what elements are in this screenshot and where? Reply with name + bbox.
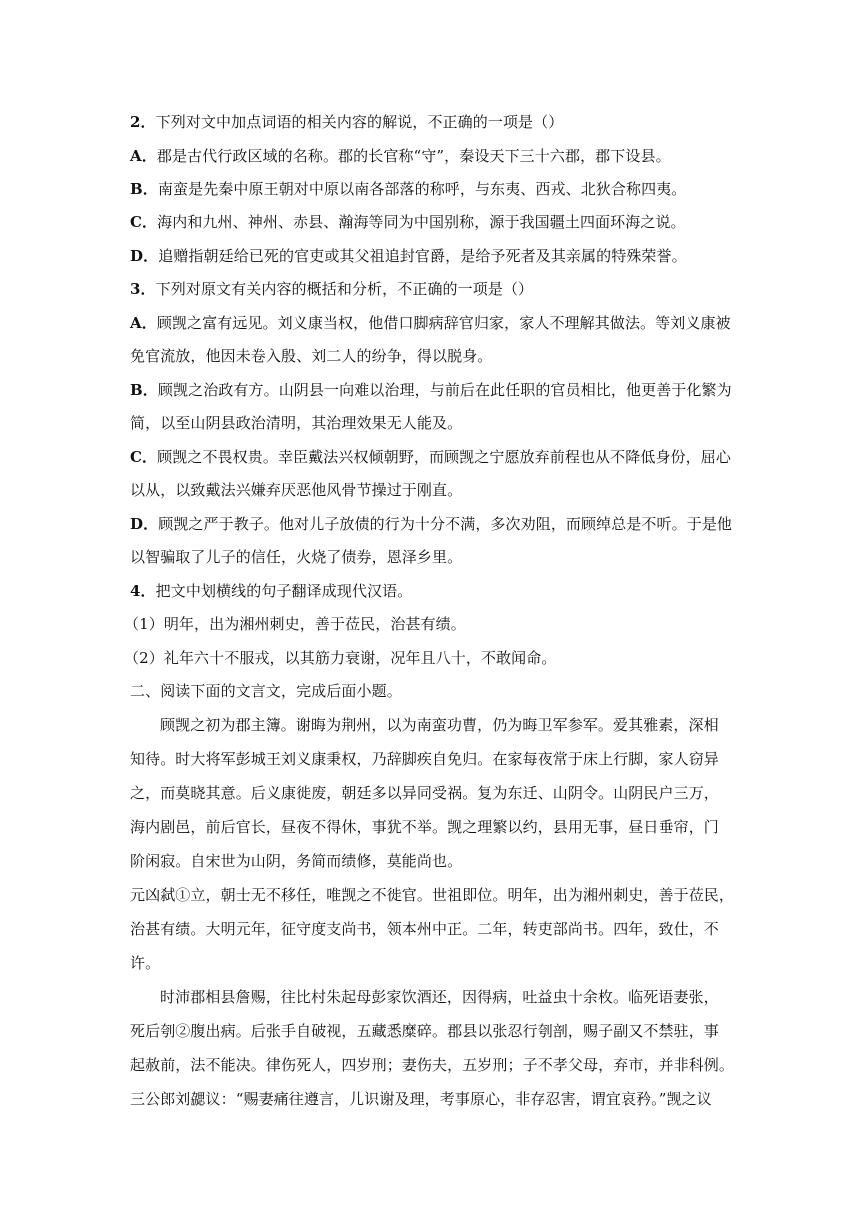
question-3: 3．下列对原文有关内容的概括和分析，不正确的一项是（） <box>130 280 534 298</box>
option-3a: A．顾觊之富有远见。刘义康当权，他借口脚病辞官归家，家人不理解其做法。等刘义康被 <box>130 314 731 332</box>
passage-line: 死后刳②腹出病。后张手自破视，五藏悉糜碎。郡县以张忍行刳剖，赐子副又不禁驻，事 <box>130 1022 719 1040</box>
passage-line: 起赦前，法不能决。律伤死人，四岁刑；妻伤夫，五岁刑；子不孝父母，弃市，并非科例。 <box>130 1056 735 1074</box>
option-2b: B．南蛮是先秦中原王朝对中原以南各部落的称呼，与东夷、西戎、北狄合称四夷。 <box>130 180 687 198</box>
option-3c-cont: 以从，以致戴法兴嫌弃厌恶他风骨节操过于刚直。 <box>130 481 463 499</box>
question-4: 4．把文中划横线的句子翻译成现代汉语。 <box>130 582 413 600</box>
section-2-heading: 二、阅读下面的文言文，完成后面小题。 <box>130 682 402 700</box>
option-2d: D．追赠指朝廷给已死的官吏或其父祖追封官爵，是给予死者及其亲属的特殊荣誉。 <box>130 247 687 265</box>
question-2: 2．下列对文中加点词语的相关内容的解说，不正确的一项是（） <box>130 113 564 131</box>
passage-line: 元凶弑①立，朝士无不移任，唯觊之不徙官。世祖即位。明年，出为湘州刺史，善于莅民， <box>130 886 735 904</box>
passage-line: 之，而莫晓其意。后义康徙废，朝廷多以异同受祸。复为东迁、山阴令。山阴民户三万， <box>130 784 719 802</box>
question-4-part-2: （2）礼年六十不服戎，以其筋力衰谢，况年且八十，不敢闻命。 <box>124 649 557 667</box>
passage-line: 顾觊之初为郡主簿。谢晦为荆州，以为南蛮功曹，仍为晦卫军参军。爱其雅素，深相 <box>160 716 719 734</box>
passage-line: 三公郎刘勰议：“赐妻痛往遵言，儿识谢及理，考事原心，非存忍害，谓宜哀矜。”觊之议 <box>130 1090 712 1108</box>
question-4-part-1: （1）明年，出为湘州刺史，善于莅民，治甚有绩。 <box>124 615 466 633</box>
passage-line: 许。 <box>130 954 161 972</box>
option-3b: B．顾觊之治政有方。山阴县一向难以治理，与前后在此任职的官员相比，他更善于化繁为 <box>130 381 732 399</box>
option-3d-cont: 以智骗取了儿子的信任，火烧了债券，恩泽乡里。 <box>130 548 463 566</box>
option-2c: C．海内和九州、神州、赤县、瀚海等同为中国别称，源于我国疆土四面环海之说。 <box>130 213 686 231</box>
passage-line: 海内剧邑，前后官长，昼夜不得休，事犹不举。觊之理繁以约，县用无事，昼日垂帘，门 <box>130 818 719 836</box>
option-2a: A．郡是古代行政区域的名称。郡的长官称“守”，秦设天下三十六郡，郡下设县。 <box>130 147 671 165</box>
passage-line: 治甚有绩。大明元年，征守度支尚书，领本州中正。二年，转吏部尚书。四年，致仕，不 <box>130 920 719 938</box>
option-3d: D．顾觊之严于教子。他对儿子放债的行为十分不满，多次劝阻，而顾绰总是不听。于是他 <box>130 515 733 533</box>
passage-line: 知待。时大将军彭城王刘义康秉权，乃辞脚疾自免归。在家每夜常于床上行脚，家人窃异 <box>130 750 719 768</box>
option-3c: C．顾觊之不畏权贵。幸臣戴法兴权倾朝野，而顾觊之宁愿放弃前程也从不降低身份，屈心 <box>130 448 731 466</box>
passage-line: 时沛郡相县詹赐，往比村朱起母彭家饮酒还，因得病，吐益虫十余枚。临死语妻张， <box>160 988 719 1006</box>
passage-line: 阶闲寂。自宋世为山阴，务简而绩修，莫能尚也。 <box>130 852 463 870</box>
option-3b-cont: 简，以至山阴县政治清明，其治理效果无人能及。 <box>130 414 463 432</box>
option-3a-cont: 免官流放，他因未卷入殷、刘二人的纷争，得以脱身。 <box>130 347 493 365</box>
